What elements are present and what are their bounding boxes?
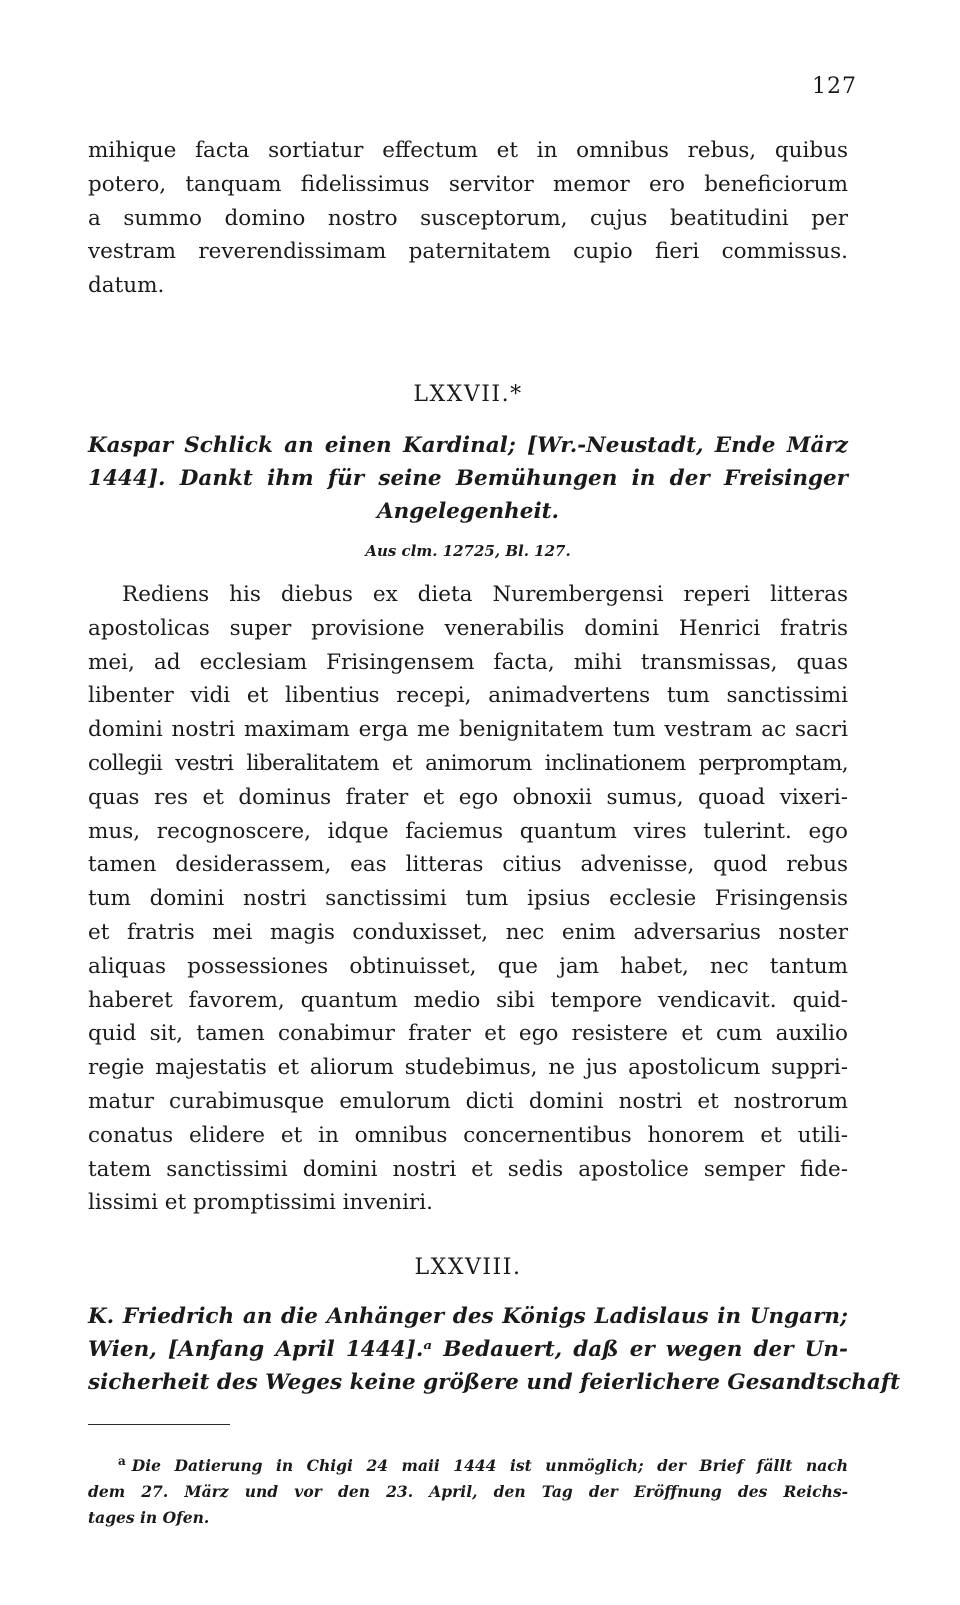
opening-paragraph (88, 134, 848, 303)
letter-77-body-line-10: tum domini nostri sanctissimi tum ipsius ecclesie Frisingensis (88, 886, 848, 912)
letter-77-body-line-17: conatus elidere et in omnibus concernentibus honorem et utili- (88, 1122, 848, 1148)
letter-77-regest-line-2: 1444]. Dankt ihm für seine Bemühungen in der Freisinger (88, 466, 848, 491)
opening-line-2: potero, tanquam fidelissimus servitor memor ero beneficiorum (88, 171, 848, 197)
letter-77-body-line-7: quas res et dominus frater et ego obnoxii sumus, quoad vixeri- (88, 784, 848, 810)
letter-77-body-line-13: haberet favorem, quantum medio sibi tempore vendicavit. quid- (88, 987, 848, 1013)
footnote-line-3: tages in Ofen. (88, 1508, 210, 1528)
letter-77-body-line-6: collegii vestri liberalitatem et animorum inclinationem perpromptam, (88, 750, 848, 776)
footnote (88, 1448, 848, 1531)
letter-77-body-line-2: apostolicas super provisione venerabilis domini Henrici fratris (88, 615, 848, 641)
opening-line-5: datum. (88, 273, 165, 299)
opening-line-4: vestram reverendissimam paternitatem cupio fieri commissus. (88, 239, 848, 265)
letter-77-body-line-5: domini nostri maximam erga me benignitatem tum vestram ac sacri (88, 717, 848, 743)
letter-77-body-line-16: matur curabimusque emulorum dicti domini nostri et nostrorum (88, 1088, 848, 1114)
page-number: 127 (812, 74, 857, 99)
letter-77-heading: LXXVII.* (413, 382, 523, 407)
letter-77-body-line-18: tatem sanctissimi domini nostri et sedis apostolice semper fide- (88, 1156, 848, 1182)
letter-77-body-line-12: aliquas possessiones obtinuisset, que jam habet, nec tantum (88, 953, 848, 979)
letter-77-body-line-19: lissimi et promptissimi inveniri. (88, 1190, 433, 1216)
letter-77-body-line-1: Rediens his diebus ex dieta Nurembergensi reperi litteras (122, 582, 848, 607)
letter-77-body-line-9: tamen desiderassem, eas litteras citius advenisse, quod rebus (88, 852, 848, 878)
letter-77-body-line-4: libenter vidi et libentius recepi, animadvertens tum sanctissimi (88, 683, 848, 709)
letter-77-source: Aus clm. 12725, Bl. 127. (365, 542, 571, 560)
letter-77-body (88, 578, 848, 1220)
footnote-line-1 (88, 1448, 848, 1479)
letter-77-body-line-14: quid sit, tamen conabimur frater et ego resistere et cum auxilio (88, 1021, 848, 1047)
footnote-line-1-text: Die Datierung in Chigi 24 maii 1444 ist unmöglich; der Brief fällt nach (131, 1456, 848, 1476)
letter-78-regest-line-3: sicherheit des Weges keine größere und feierlichere Gesandtschaft (88, 1370, 901, 1395)
letter-77-body-line-11: et fratris mei magis conduxisset, nec enim adversarius noster (88, 919, 848, 945)
letter-77-regest-line-3: Angelegenheit. (376, 499, 560, 524)
letter-77-regest-line-1: Kaspar Schlick an einen Kardinal; [Wr.-Neustadt, Ende März (88, 433, 848, 458)
letter-77-regest (88, 429, 848, 528)
letter-78-regest-line-2: Wien, [Anfang April 1444].ᵃ Bedauert, daß er wegen der Un- (88, 1337, 848, 1362)
opening-line-1: mihique facta sortiatur effectum et in omnibus rebus, quibus (88, 138, 848, 163)
opening-line-3: a summo domino nostro susceptorum, cujus beatitudini per (88, 205, 848, 231)
letter-77-body-line-3: mei, ad ecclesiam Frisingensem facta, mihi transmissas, quas (88, 649, 848, 675)
letter-77-section (88, 382, 848, 407)
letter-78-regest (88, 1300, 901, 1399)
letter-77-body-line-8: mus, recognoscere, idque faciemus quantum vires tulerint. ego (88, 818, 848, 844)
footnote-marker: a (118, 1454, 126, 1468)
letter-77-body-line-15: regie majestatis et aliorum studebimus, ne jus apostolicum suppri- (88, 1055, 848, 1081)
letter-78-regest-line-1: K. Friedrich an die Anhänger des Königs Ladislaus in Ungarn; (88, 1304, 848, 1329)
letter-78-section (88, 1255, 848, 1280)
footnote-line-2: dem 27. März und vor den 23. April, den Tag der Eröffnung des Reichs- (88, 1482, 848, 1502)
footnote-divider (88, 1424, 230, 1425)
letter-78-heading: LXXVIII. (414, 1255, 522, 1280)
